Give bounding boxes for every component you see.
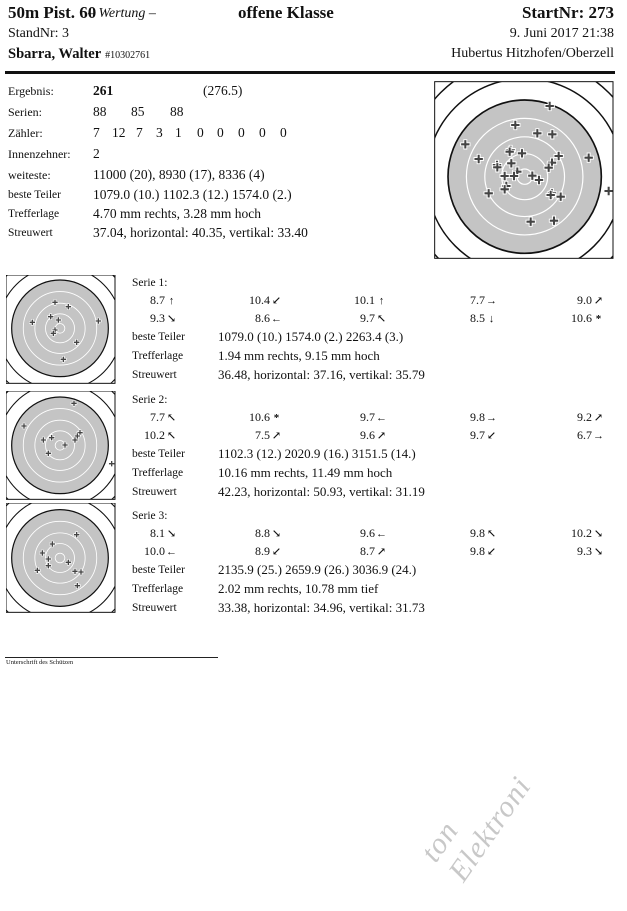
zaehler-count: 0 [197,125,204,140]
trefferlage-value: 1.94 mm rechts, 9.15 mm hoch [218,348,380,363]
shot-entry [108,544,178,559]
arrow-up-left-icon: ↖ [376,313,387,325]
shot-value: 10.6 [571,311,592,325]
shot-value: 10.6 [249,410,270,424]
trefferlage-value: 2.02 mm rechts, 10.78 mm tief [218,581,379,596]
signature-line [5,657,218,658]
streuwert-label: Streuwert [8,227,53,239]
shot-entry [108,526,178,541]
arrow-up-left-icon: ↖ [166,412,177,424]
shot-value: 9.3 [150,311,165,325]
zaehler-count: 0 [259,125,266,140]
shot-value: 9.8 [470,526,485,540]
zaehler-count: 1 [175,125,182,140]
trefferlage-value: 4.70 mm rechts, 3.28 mm hoch [93,206,261,221]
header-divider [5,71,615,74]
shot-entry [108,410,178,425]
arrow-right-icon: → [593,430,604,442]
beste-teiler-value: 1079.0 (10.) 1574.0 (2.) 2263.4 (3.) [218,329,404,344]
zaehler-count: 12 [112,125,126,140]
center-star-icon: * [273,412,280,424]
shot-entry [318,293,388,308]
shot-value: 8.8 [255,526,270,540]
beste-teiler-label: beste Teiler [132,331,185,343]
datetime: 9. Juni 2017 21:38 [509,26,614,41]
shot-value: 9.7 [470,428,485,442]
arrow-up-icon: ↑ [378,295,385,307]
shot-value: 9.6 [360,526,375,540]
shot-entry [535,428,605,443]
shot-value: 7.5 [255,428,270,442]
series-1-target [6,275,116,384]
zaehler-label: Zähler: [8,126,43,140]
shot-entry [213,526,283,541]
serie-score: 85 [131,104,145,119]
shot-entry [318,428,388,443]
shot-value: 10.0 [144,544,165,558]
series-2-target [6,391,116,500]
shot-value: 9.7 [360,311,375,325]
zaehler-count: 0 [238,125,245,140]
start-number: StartNr: 273 [521,3,614,22]
arrow-down-right-icon: ↘ [593,528,604,540]
shot-entry [318,526,388,541]
arrow-down-left-icon: ↙ [271,546,282,558]
shot-entry [428,428,498,443]
shot-entry [535,311,605,326]
shot-value: 10.2 [571,526,592,540]
shot-entry [318,311,388,326]
zaehler-count: 0 [217,125,224,140]
shooter-name: Sbarra, Walter [8,46,102,62]
trefferlage-label: Trefferlage [8,208,60,220]
shot-value: 10.1 [354,293,375,307]
watermark: ton Elektroni [414,770,538,888]
streuwert-value: 42.23, horizontal: 50.93, vertikal: 31.19 [218,484,425,499]
innenzehner-label: Innenzehner: [8,147,71,161]
beste-teiler-value: 1102.3 (12.) 2020.9 (16.) 3151.5 (14.) [218,446,416,461]
trefferlage-label: Trefferlage [132,583,184,595]
series-title: Serie 2: [132,394,168,406]
shot-entry [318,410,388,425]
serie-score: 88 [93,104,107,119]
arrow-down-right-icon: ↘ [593,546,604,558]
shot-entry [108,293,178,308]
arrow-left-icon: ← [376,412,387,424]
shot-value: 9.2 [577,410,592,424]
arrow-down-right-icon: ↘ [166,528,177,540]
club-name: Hubertus Hitzhofen/Oberzell [451,46,614,61]
shot-entry [428,526,498,541]
streuwert-label: Streuwert [132,369,177,381]
shot-value: 8.7 [360,544,375,558]
ergebnis-decimal: (276.5) [203,83,243,98]
beste-teiler-label: beste Teiler [8,189,61,201]
arrow-right-icon: → [486,412,497,424]
streuwert-value: 36.48, horizontal: 37.16, vertikal: 35.79 [218,367,425,382]
serien-label: Serien: [8,105,42,119]
arrow-down-right-icon: ↘ [166,313,177,325]
shot-entry [213,311,283,326]
shot-entry [213,544,283,559]
shot-value: 7.7 [470,293,485,307]
trefferlage-label: Trefferlage [132,467,184,479]
shot-entry [428,293,498,308]
arrow-up-right-icon: ↗ [376,546,387,558]
target-black [12,510,109,607]
streuwert-value: 37.04, horizontal: 40.35, vertikal: 33.40 [93,225,308,240]
arrow-down-left-icon: ↙ [271,295,282,307]
arrow-up-left-icon: ↖ [166,430,177,442]
trefferlage-label: Trefferlage [132,350,184,362]
class-label: offene Klasse [238,3,334,22]
shot-entry [535,293,605,308]
shot-value: 9.7 [360,410,375,424]
arrow-down-icon: ↓ [488,313,495,325]
arrow-left-icon: ← [376,528,387,540]
zaehler-count: 7 [93,125,100,140]
beste-teiler-value: 1079.0 (10.) 1102.3 (12.) 1574.0 (2.) [93,187,292,202]
shot-value: 8.9 [255,544,270,558]
shot-value: 9.0 [577,293,592,307]
series-title: Serie 3: [132,510,168,522]
shot-value: 10.2 [144,428,165,442]
weiteste-value: 11000 (20), 8930 (17), 8336 (4) [93,167,265,182]
shooter-id: #10302761 [105,50,151,61]
shot-entry [535,526,605,541]
shot-entry [535,410,605,425]
shot-value: 7.7 [150,410,165,424]
signature-label: Unterschrift des Schützen [6,659,74,666]
beste-teiler-label: beste Teiler [132,564,185,576]
arrow-up-right-icon: ↗ [376,430,387,442]
serie-score: 88 [170,104,184,119]
shot-value: 8.7 [150,293,165,307]
shot-value: 8.1 [150,526,165,540]
arrow-left-icon: ← [166,546,177,558]
arrow-down-left-icon: ↙ [486,546,497,558]
overall-target [428,80,623,260]
shot-entry [428,311,498,326]
shot-value: 8.5 [470,311,485,325]
shot-entry [318,544,388,559]
shot-value: 9.3 [577,544,592,558]
shot-value: 6.7 [577,428,592,442]
series-title: Serie 1: [132,277,168,289]
shot-entry [213,293,283,308]
ergebnis-value: 261 [93,83,114,98]
shot-entry [428,544,498,559]
zaehler-count: 0 [280,125,287,140]
shot-entry [108,428,178,443]
arrow-down-left-icon: ↙ [486,430,497,442]
shooter [8,45,150,63]
shot-entry [108,311,178,326]
arrow-up-icon: ↑ [168,295,175,307]
shot-value: 10.4 [249,293,270,307]
center-star-icon: * [595,313,602,325]
arrow-down-right-icon: ↘ [271,528,282,540]
zaehler-count: 7 [136,125,143,140]
shot-value: 8.6 [255,311,270,325]
arrow-up-right-icon: ↗ [593,295,604,307]
shot-entry [428,410,498,425]
target-black [12,397,109,494]
shot-entry [213,428,283,443]
series-3-target [6,503,116,613]
arrow-left-icon: ← [271,313,282,325]
target-black [12,280,109,377]
stand-number: StandNr: 3 [8,26,70,41]
arrow-up-right-icon: ↗ [271,430,282,442]
shot-entry [535,544,605,559]
streuwert-label: Streuwert [132,602,177,614]
arrow-up-right-icon: ↗ [593,412,604,424]
beste-teiler-value: 2135.9 (25.) 2659.9 (26.) 3036.9 (24.) [218,562,417,577]
streuwert-value: 33.38, horizontal: 34.96, vertikal: 31.73 [218,600,425,615]
shot-value: 9.8 [470,410,485,424]
shot-value: 9.8 [470,544,485,558]
trefferlage-value: 10.16 mm rechts, 11.49 mm hoch [218,465,393,480]
innenzehner-value: 2 [93,146,100,161]
beste-teiler-label: beste Teiler [132,448,185,460]
arrow-up-left-icon: ↖ [486,528,497,540]
streuwert-label: Streuwert [132,486,177,498]
discipline-title: 50m Pist. 60 [8,3,97,22]
arrow-right-icon: → [486,295,497,307]
zaehler-count: 3 [156,125,163,140]
weiteste-label: weiteste: [8,168,51,182]
shot-entry [213,410,283,425]
mode-label: – Wertung – [88,6,156,21]
shot-value: 9.6 [360,428,375,442]
target-black [448,100,601,253]
ergebnis-label: Ergebnis: [8,84,54,98]
